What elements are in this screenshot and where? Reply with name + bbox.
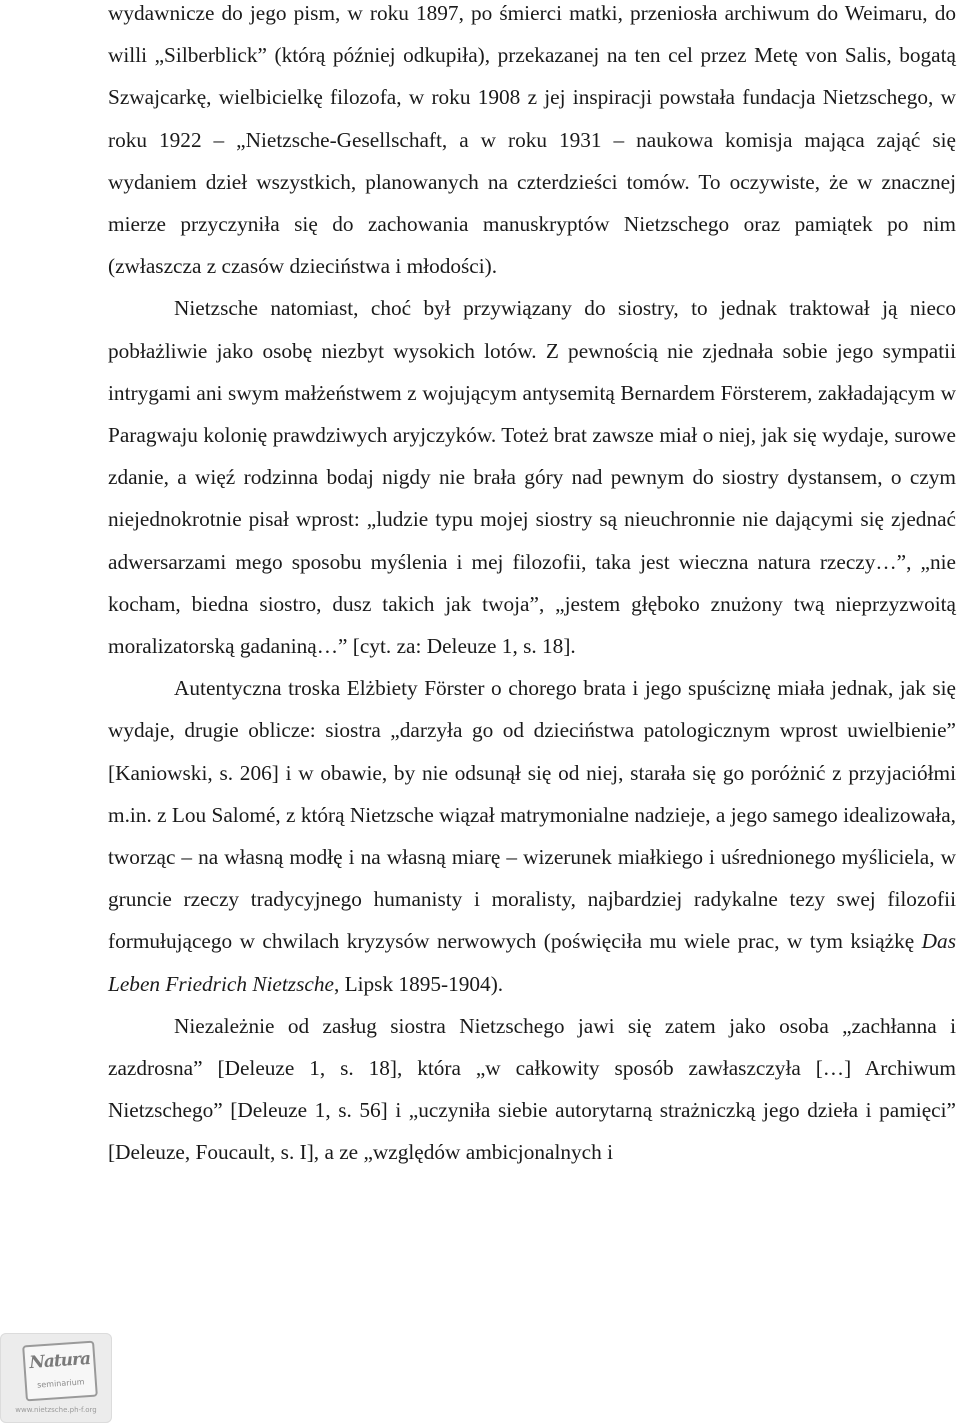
paragraph-4-text: Niezależnie od zasług siostra Nietzschego jawi się zatem jako osoba „zachłanna i zazdrosna” [Deleuze 1, s. 18], która „w całkowity sposób zawłaszczyła […] Archiwum Nietzschego” [Deleuze 1, s. 56] i „uczyniła siebie autorytarną strażniczką jego dzieła i pamięci” [Deleuze, Foucault, s. I], a ze „względów ambicjonalnych i (108, 1013, 956, 1165)
watermark-logo (0, 1333, 112, 1423)
paragraph-1-text: wydawnicze do jego pism, w roku 1897, po śmierci matki, przeniosła archiwum do Weimaru, do willi „Silberblick” (którą później odkupiła), przekazanej na ten cel przez Metę von Salis, bogatą Szwajcarkę, wielbicielkę filozofa, w roku 1908 z jej inspiracji powstała fundacja Nietzschego, w roku 1922 – „Nietzsche-Gesellschaft, a w roku 1931 – naukowa komisja mająca zająć się wydaniem dzieł wszystkich, planowanych na czterdzieści tomów. To oczywiste, że w znacznej mierze przyczyniła się do zachowania manuskryptów Nietzschego oraz pamiątek po nim (zwłaszcza z czasów dzieciństwa i młodości). (108, 1, 956, 279)
paragraph-4 (108, 1005, 956, 1174)
paragraph-3-text-a: Autentyczna troska Elżbiety Förster o chorego brata i jego spuściznę miała jednak, jak się wydaje, drugie oblicze: siostra „darzyła go od dzieciństwa patologicznym wprost uwielbienie” [Kaniowski, s. 206] i w obawie, by nie odsunął się od niej, starała się go poróżnić z przyjaciółmi m.in. z Lou Salomé, z którą Nietzsche wiązał matrymonialne nadzieje, a jego samego idealizowała, tworząc – na własną modłę i na własną miarę – wizerunek miałkiego i uśrednionego myśliciela, w gruncie rzeczy tradycyjnego humanisty i moralisty, najbardziej radykalne tezy swej filozofii formułującego w chwilach kryzysów nerwowych (poświęciła mu wiele prac, w tym książkę (108, 676, 956, 954)
paragraph-2-text: Nietzsche natomiast, choć był przywiązany do siostry, to jednak traktował ją nieco pobłażliwie jako osobę niezbyt wysokich lotów. Z pewnością nie zjednała sobie jego sympatii intrygami ani swym małżeństwem z wojującym antysemitą Bernardem Försterem, zakładającym w Paragwaju kolonię prawdziwych aryjczyków. Toteż brat zawsze miał o niej, jak się wydaje, surowe zdanie, a więź rodzinna bodaj nigdy nie brała góry nad pewnym do siostry dystansem, o czym niejednokrotnie pisał wprost: „ludzie typu mojej siostry są nieuchronnie nie dającymi się zjednać adwersarzami mego sposobu myślenia i mej filozofii, taka jest wieczna natura rzeczy…”, „nie kocham, biedna siostro, dusz takich jak twoja”, „jestem głęboko znużony twą nieprzyzwoitą moralizatorską gadaniną…” [cyt. za: Deleuze 1, s. 18]. (108, 296, 956, 659)
watermark-logo-text: Natura (28, 1348, 91, 1374)
paragraph-3 (108, 667, 956, 1005)
watermark-stamp (22, 1341, 98, 1402)
paragraph-3-book-title: Das Leben Friedrich Nietzsche (108, 929, 956, 996)
paragraph-2 (108, 287, 956, 667)
watermark-url: www.nietzsche.ph-f.org (15, 1406, 97, 1414)
document-body (108, 0, 956, 1174)
paragraph-1 (108, 0, 956, 287)
watermark-sub-text: seminarium (36, 1377, 85, 1390)
paragraph-3-text-b: , Lipsk 1895-1904). (333, 971, 504, 996)
